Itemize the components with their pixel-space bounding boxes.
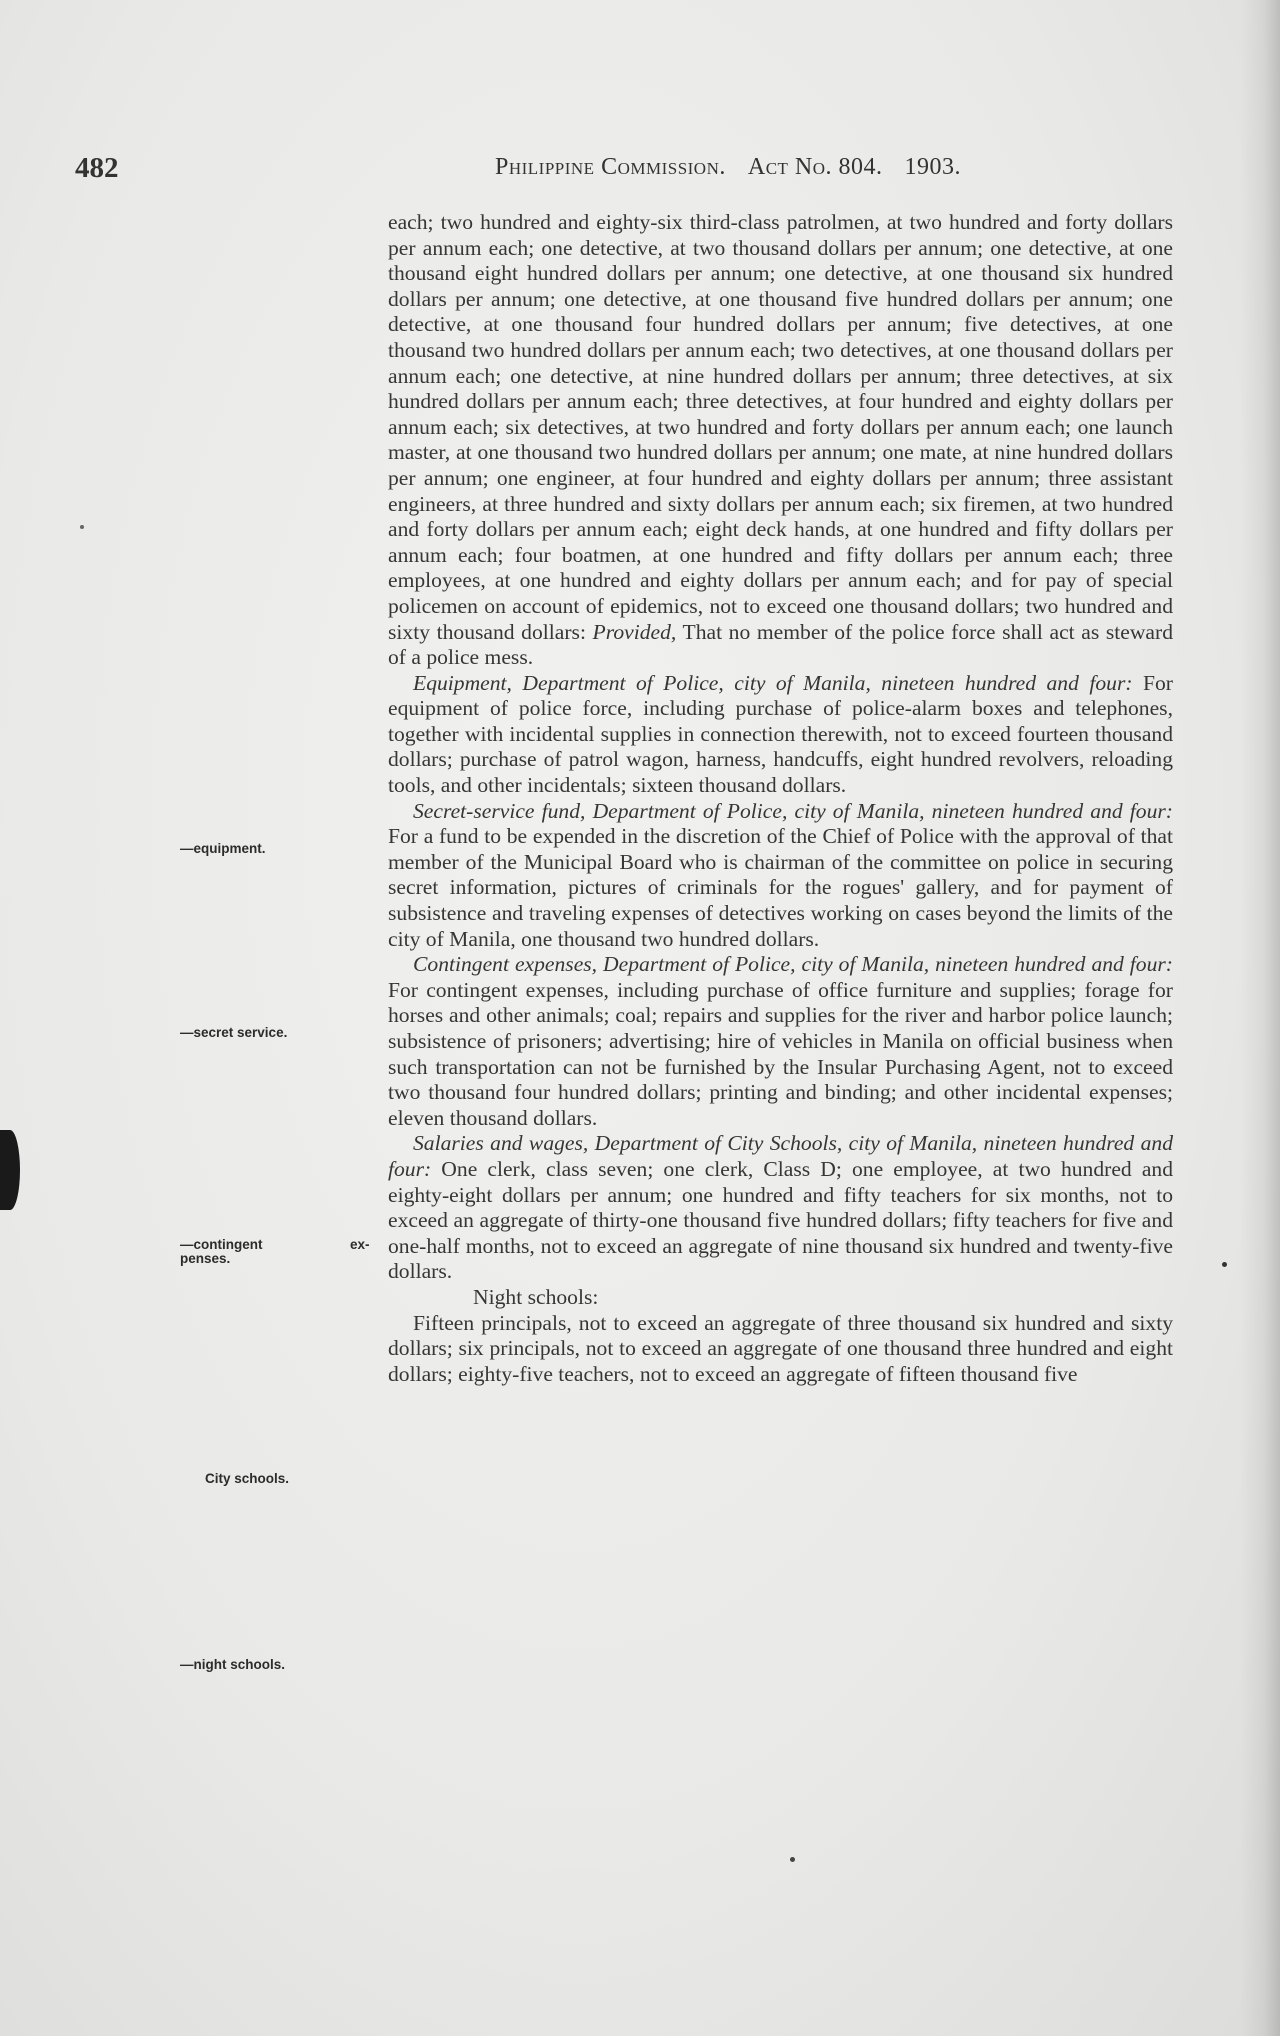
act-number: Act No. 804. bbox=[747, 154, 883, 180]
year: 1903. bbox=[904, 154, 962, 180]
body-text bbox=[388, 210, 1173, 1387]
scan-artifact bbox=[0, 1130, 20, 1210]
scan-speck bbox=[1222, 1262, 1227, 1267]
paragraph-contingent: Contingent expenses, Department of Police, city of Manila, nineteen hundred and four: For contingent expenses, including purchase of office furniture and supplies; forage for horses and other animals; coal; repairs and supplies for the river and harbor police launch; subsistence of prisoners; advertising; hire of vehicles in Manila on official business when such transportation can not be furnished by the Insular Purchasing Agent, not to exceed two thousand four hundred dollars; printing and binding; and other incidental expenses; eleven thousand dollars. bbox=[388, 952, 1173, 1130]
margin-note-contingent-line1: —contingent bbox=[180, 1237, 263, 1252]
paragraph-city-schools: Salaries and wages, Department of City Schools, city of Manila, nineteen hundred and four: One clerk, class seven; one clerk, Class D; one employee, at two hundred and eighty-eight dollars per annum; one hundred and fifty teachers for six months, not to exceed an aggregate of thirty-one thousand five hundred dollars; fifty teachers for five and one-half months, not to exceed an aggregate of nine thousand six hundred and twenty-five dollars. bbox=[388, 1131, 1173, 1284]
contingent-heading: Contingent expenses, Department of Police, city of Manila, nineteen hundred and four: bbox=[413, 952, 1173, 977]
running-head bbox=[495, 154, 961, 181]
binding-shadow bbox=[1240, 0, 1280, 2036]
margin-note-night-schools: —night schools. bbox=[180, 1657, 286, 1672]
scan-speck bbox=[80, 525, 84, 529]
secret-service-heading: Secret-service fund, Department of Police, city of Manila, nineteen hundred and four: bbox=[413, 798, 1173, 823]
margin-note-city-schools: City schools. bbox=[205, 1471, 290, 1486]
provided-keyword: Provided, bbox=[592, 619, 677, 644]
margin-note-contingent bbox=[180, 1238, 380, 1266]
paragraph-night-schools: Fifteen principals, not to exceed an aggregate of three thousand six hundred and sixty dollars; six principals, not to exceed an aggregate of one thousand three hundred and eight dollars; eighty-five teachers, not to exceed an aggregate of fifteen thousand five bbox=[388, 1310, 1173, 1386]
paragraph-secret-service: Secret-service fund, Department of Police, city of Manila, nineteen hundred and four: For a fund to be expended in the discretion of the Chief of Police with the approval of that member of the Municipal Board who is chairman of the committee on police in securing secret information, pictures of criminals for the rogues' gallery, and for payment of subsistence and traveling expenses of detectives working on cases beyond the limits of the city of Manila, one thousand two hundred dollars. bbox=[388, 798, 1173, 951]
margin-note-contingent-line2: penses. bbox=[180, 1251, 231, 1266]
city-schools-heading: Salaries and wages, Department of City Schools, city of Manila, nineteen hundred and four: bbox=[388, 1131, 1173, 1181]
margin-note-equipment: —equipment. bbox=[180, 841, 266, 856]
paragraph-equipment: Equipment, Department of Police, city of Manila, nineteen hundred and four: For equipment of police force, including purchase of police-alarm boxes and telephones, together with incidental supplies in connection therewith, not to exceed fourteen thousand dollars; purchase of patrol wagon, harness, handcuffs, eight hundred revolvers, reloading tools, and other incidentals; sixteen thousand dollars. bbox=[388, 670, 1173, 798]
page-number: 482 bbox=[75, 152, 119, 184]
scan-speck bbox=[790, 1857, 795, 1862]
paragraph-police-salaries: each; two hundred and eighty-six third-class patrolmen, at two hundred and forty dollars per annum each; one detective, at two thousand dollars per annum; one detective, at one thousand eight hundred dollars per annum; one detective, at one thousand six hundred dollars per annum; one detective, at one thousand five hundred dollars per annum; one detective, at one thousand four hundred dollars per annum; five detectives, at one thousand two hundred dollars per annum each; two detectives, at one thousand dollars per annum each; one detective, at nine hundred dollars per annum; three detectives, at six hundred dollars per annum each; three detectives, at four hundred and eighty dollars per annum each; six detectives, at two hundred and forty dollars per annum each; one launch master, at one thousand two hundred dollars per annum; one mate, at nine hundred dollars per annum; one engineer, at four hundred and eighty dollars per annum; three assistant engineers, at three hundred and sixty dollars per annum each; six firemen, at two hundred and forty dollars per annum each; eight deck hands, at one hundred and fifty dollars per annum each; four boatmen, at one hundred and fifty dollars per annum each; three employees, at one hundred and eighty dollars per annum each; and for pay of special policemen on account of epidemics, not to exceed one thousand dollars; two hundred and sixty thousand dollars: Provided, That no member of the police force shall act as steward of a police mess. bbox=[388, 210, 1173, 670]
equipment-heading: Equipment, Department of Police, city of Manila, nineteen hundred and four: bbox=[413, 670, 1133, 695]
night-schools-heading: Night schools: bbox=[473, 1284, 599, 1309]
running-title: Philippine Commission. bbox=[495, 154, 726, 180]
margin-note-contingent-ex: ex- bbox=[350, 1237, 370, 1252]
margin-note-secret-service: —secret service. bbox=[180, 1025, 288, 1040]
